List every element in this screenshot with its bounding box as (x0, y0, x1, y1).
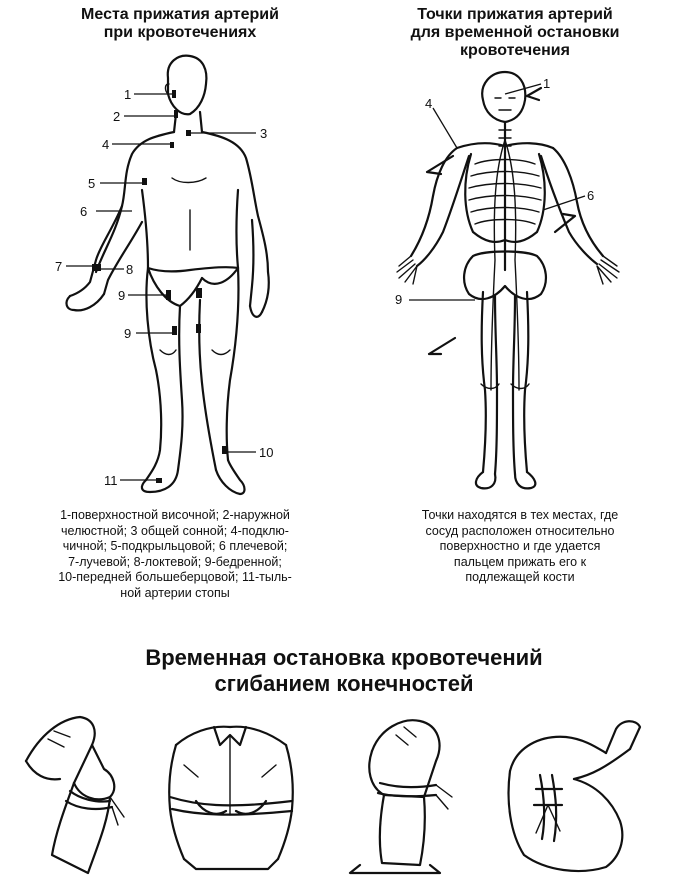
marker-label: 7 (55, 259, 63, 274)
caption-line: 10-передней большеберцовой; 11-тыль- (58, 570, 292, 584)
right-caption (365, 508, 675, 586)
marker-label: 8 (126, 262, 134, 277)
body-outline (67, 56, 269, 494)
marker-label: 9 (118, 288, 126, 303)
marker-label: 3 (260, 126, 268, 141)
caption-line: 7-лучевой; 8-локтевой; 9-бедренной; (68, 554, 282, 569)
caption-line: поверхностно и где удается (439, 539, 601, 553)
limb-flexion-illustrations (0, 705, 688, 886)
left-caption (10, 508, 340, 601)
caption-line: чичной; 5-подкрыльцовой; 6 плечевой; (62, 539, 288, 553)
arms-behind-back-illustration (169, 727, 293, 869)
forearm-flexion-illustration (26, 717, 124, 873)
marker-label: 4 (102, 137, 110, 152)
left-heading (20, 6, 340, 42)
marker-label: 2 (113, 109, 121, 124)
left-heading-line: Места прижатия артерий (81, 6, 279, 23)
knee-flexion-illustration (350, 720, 452, 873)
left-heading-line: при кровотечениях (103, 24, 257, 41)
right-heading (355, 6, 675, 60)
caption-line: ной артерии стопы (120, 585, 230, 600)
caption-line: челюстной; 3 общей сонной; 4-подклю- (61, 523, 289, 538)
marker-label: 4 (425, 96, 433, 111)
marker-label: 9 (124, 326, 132, 341)
right-heading-line: Точки прижатия артерий (417, 6, 613, 23)
caption-line: Точки находятся в тех местах, где (421, 508, 619, 522)
caption-line: 1-поверхностной височной; 2-наружной (60, 508, 290, 522)
body-pressure-points-figure (0, 50, 345, 505)
marker-label: 10 (259, 445, 274, 460)
caption-line: пальцем прижать его к (453, 554, 587, 569)
skeleton-arteries-figure (345, 60, 688, 505)
marker-label: 9 (395, 292, 403, 307)
right-heading-line: кровотечения (460, 42, 570, 59)
hip-flexion-illustration (509, 721, 640, 871)
right-heading-line: для временной остановки (410, 24, 620, 41)
marker-label: 1 (543, 76, 551, 91)
bottom-heading-line: сгибанием конечностей (214, 671, 474, 696)
bottom-heading-line: Временная остановка кровотечений (145, 645, 543, 670)
skeleton-outline (397, 72, 619, 488)
marker-label: 11 (104, 473, 118, 488)
marker-label: 6 (80, 204, 88, 219)
marker-label: 6 (587, 188, 595, 203)
marker-leader-lines (409, 84, 585, 300)
caption-line: сосуд расположен относительно (425, 523, 615, 538)
marker-label: 1 (124, 87, 132, 102)
marker-label: 5 (88, 176, 96, 191)
bottom-heading (0, 645, 688, 697)
marker-labels (55, 87, 273, 488)
caption-line: подлежащей кости (465, 570, 575, 584)
